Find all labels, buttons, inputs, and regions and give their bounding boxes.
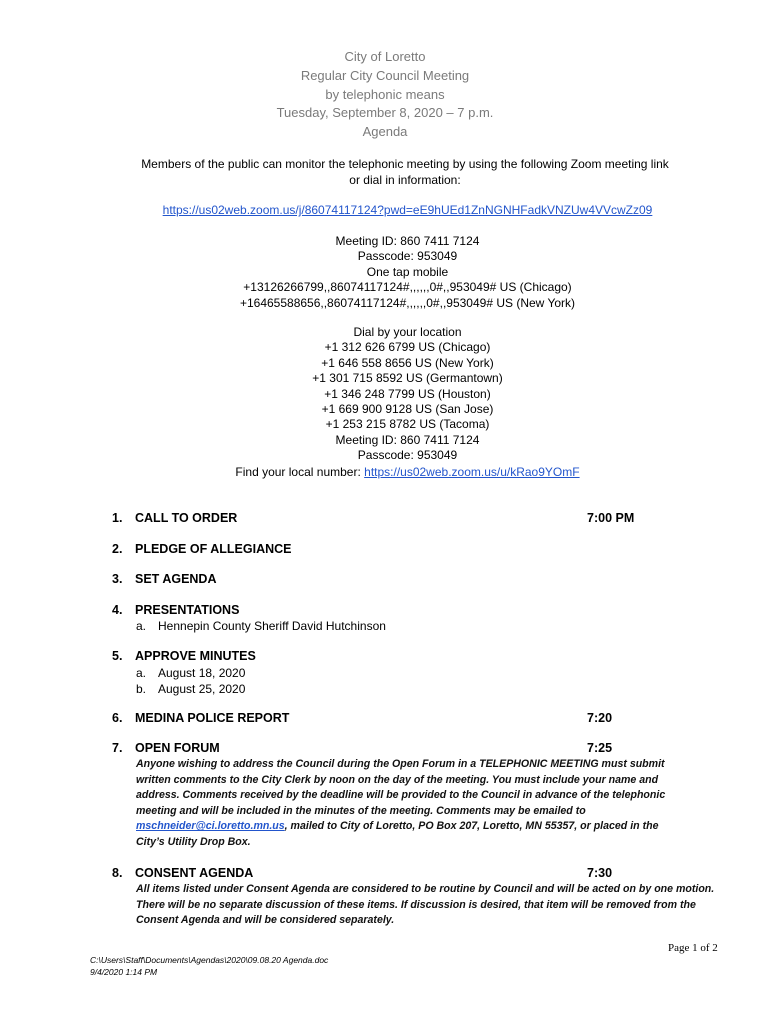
note-line: Consent Agenda and will be considered separately. xyxy=(136,914,395,927)
intro-text xyxy=(110,156,700,188)
dial-label: Dial by your location xyxy=(353,325,462,339)
one-tap-chicago: +13126266799,,86074117124#,,,,,,0#,,953049# US (Chicago) xyxy=(243,280,572,295)
sub-item xyxy=(136,665,245,681)
sub-item xyxy=(136,618,386,634)
item-title: CONSENT AGENDA xyxy=(135,866,254,880)
note-line: Anyone wishing to address the Council during the Open Forum in a TELEPHONIC MEETING must submit xyxy=(136,758,665,770)
item-number: 8. xyxy=(112,866,123,880)
consent-agenda-note xyxy=(136,882,726,929)
intro-line-2: or dial in information: xyxy=(349,173,461,187)
item-time: 7:30 xyxy=(587,866,613,880)
local-number-link[interactable]: https://us02web.zoom.us/u/kRao9YOmF xyxy=(364,465,580,479)
item-time: 7:25 xyxy=(587,741,613,755)
sub-item-letter: a. xyxy=(136,619,147,633)
one-tap-new-york: +16465588656,,86074117124#,,,,,,0#,,953049# US (New York) xyxy=(239,295,576,310)
dial-number: +1 669 900 9128 US (San Jose) xyxy=(321,402,494,417)
document-footer xyxy=(90,954,328,978)
zoom-link-row xyxy=(0,203,770,217)
note-line: address. Comments received by the deadline will be provided to the Council in advance of the telephonic xyxy=(136,789,666,802)
one-tap-label: One tap mobile xyxy=(366,264,449,279)
item-title: SET AGENDA xyxy=(135,572,217,586)
item-title: CALL TO ORDER xyxy=(135,511,238,525)
item-number: 5. xyxy=(112,649,123,663)
open-forum-note xyxy=(136,757,726,851)
meeting-id: Meeting ID: 860 7411 7124 xyxy=(335,432,480,447)
header-date: Tuesday, September 8, 2020 – 7 p.m. xyxy=(276,105,494,121)
dial-number: +1 646 558 8656 US (New York) xyxy=(321,355,494,370)
note-line xyxy=(136,819,726,835)
dial-number: +1 312 626 6799 US (Chicago) xyxy=(324,340,491,355)
sub-item-text: Hennepin County Sheriff David Hutchinson xyxy=(158,619,386,633)
file-path: C:\Users\Staff\Documents\Agendas\2020\09.08.20 Agenda.doc xyxy=(90,955,329,965)
item-number: 2. xyxy=(112,542,123,556)
dial-number: +1 346 248 7799 US (Houston) xyxy=(324,386,491,401)
item-title: PLEDGE OF ALLEGIANCE xyxy=(135,542,292,556)
note-text: , mailed to City of Loretto, PO Box 207, Loretto, MN 55357, or placed in the xyxy=(284,820,659,833)
item-title: OPEN FORUM xyxy=(135,741,220,755)
item-time: 7:00 PM xyxy=(587,511,635,525)
note-line: City’s Utility Drop Box. xyxy=(136,835,251,848)
header-means: by telephonic means xyxy=(325,86,445,102)
print-date: 9/4/2020 1:14 PM xyxy=(90,967,158,977)
zoom-meeting-link[interactable]: https://us02web.zoom.us/j/86074117124?pwd=eE9hUEd1ZnNGNHFadkVNZUw4VVcwZz09 xyxy=(162,203,653,217)
item-number: 6. xyxy=(112,711,123,725)
local-number-row xyxy=(0,465,770,479)
item-number: 1. xyxy=(112,511,123,525)
sub-item-text: August 25, 2020 xyxy=(158,682,246,696)
note-line: written comments to the City Clerk by noon on the day of the meeting. You must include your name and xyxy=(136,773,659,786)
dial-in-list xyxy=(0,325,770,464)
intro-line-1: Members of the public can monitor the telephonic meeting by using the following Zoom meeting link xyxy=(141,157,669,171)
item-title: APPROVE MINUTES xyxy=(135,649,256,663)
meeting-id: Meeting ID: 860 7411 7124 xyxy=(335,234,480,248)
header-meeting-type: Regular City Council Meeting xyxy=(300,67,470,83)
document-header xyxy=(0,48,770,142)
item-title: PRESENTATIONS xyxy=(135,603,240,617)
sub-item-text: August 18, 2020 xyxy=(158,666,246,680)
sub-item-letter: b. xyxy=(136,682,147,696)
dial-number: +1 253 215 8782 US (Tacoma) xyxy=(325,417,490,432)
clerk-email-link[interactable]: mschneider@ci.loretto.mn.us xyxy=(136,820,285,833)
header-agenda: Agenda xyxy=(362,124,408,140)
sub-item xyxy=(136,681,245,697)
passcode: Passcode: 953049 xyxy=(357,249,458,264)
meeting-info xyxy=(0,234,770,311)
item-number: 4. xyxy=(112,603,123,617)
header-city: City of Loretto xyxy=(344,49,426,64)
note-line: There will be no separate discussion of these items. If discussion is desired, that item will be removed from the xyxy=(136,898,696,911)
note-line: All items listed under Consent Agenda are considered to be routine by Council and will be acted on by one motion. xyxy=(136,883,715,895)
sub-item-letter: a. xyxy=(136,666,147,680)
note-line: meeting and will be included in the minutes of the meeting. Comments may be emailed to xyxy=(136,804,586,817)
local-number-label: Find your local number: xyxy=(235,465,365,479)
item-number: 3. xyxy=(112,572,123,586)
passcode: Passcode: 953049 xyxy=(357,448,458,463)
dial-number: +1 301 715 8592 US (Germantown) xyxy=(312,371,503,386)
page-number: Page 1 of 2 xyxy=(668,942,718,954)
item-number: 7. xyxy=(112,741,123,755)
item-title: MEDINA POLICE REPORT xyxy=(135,711,290,725)
item-time: 7:20 xyxy=(587,711,613,725)
